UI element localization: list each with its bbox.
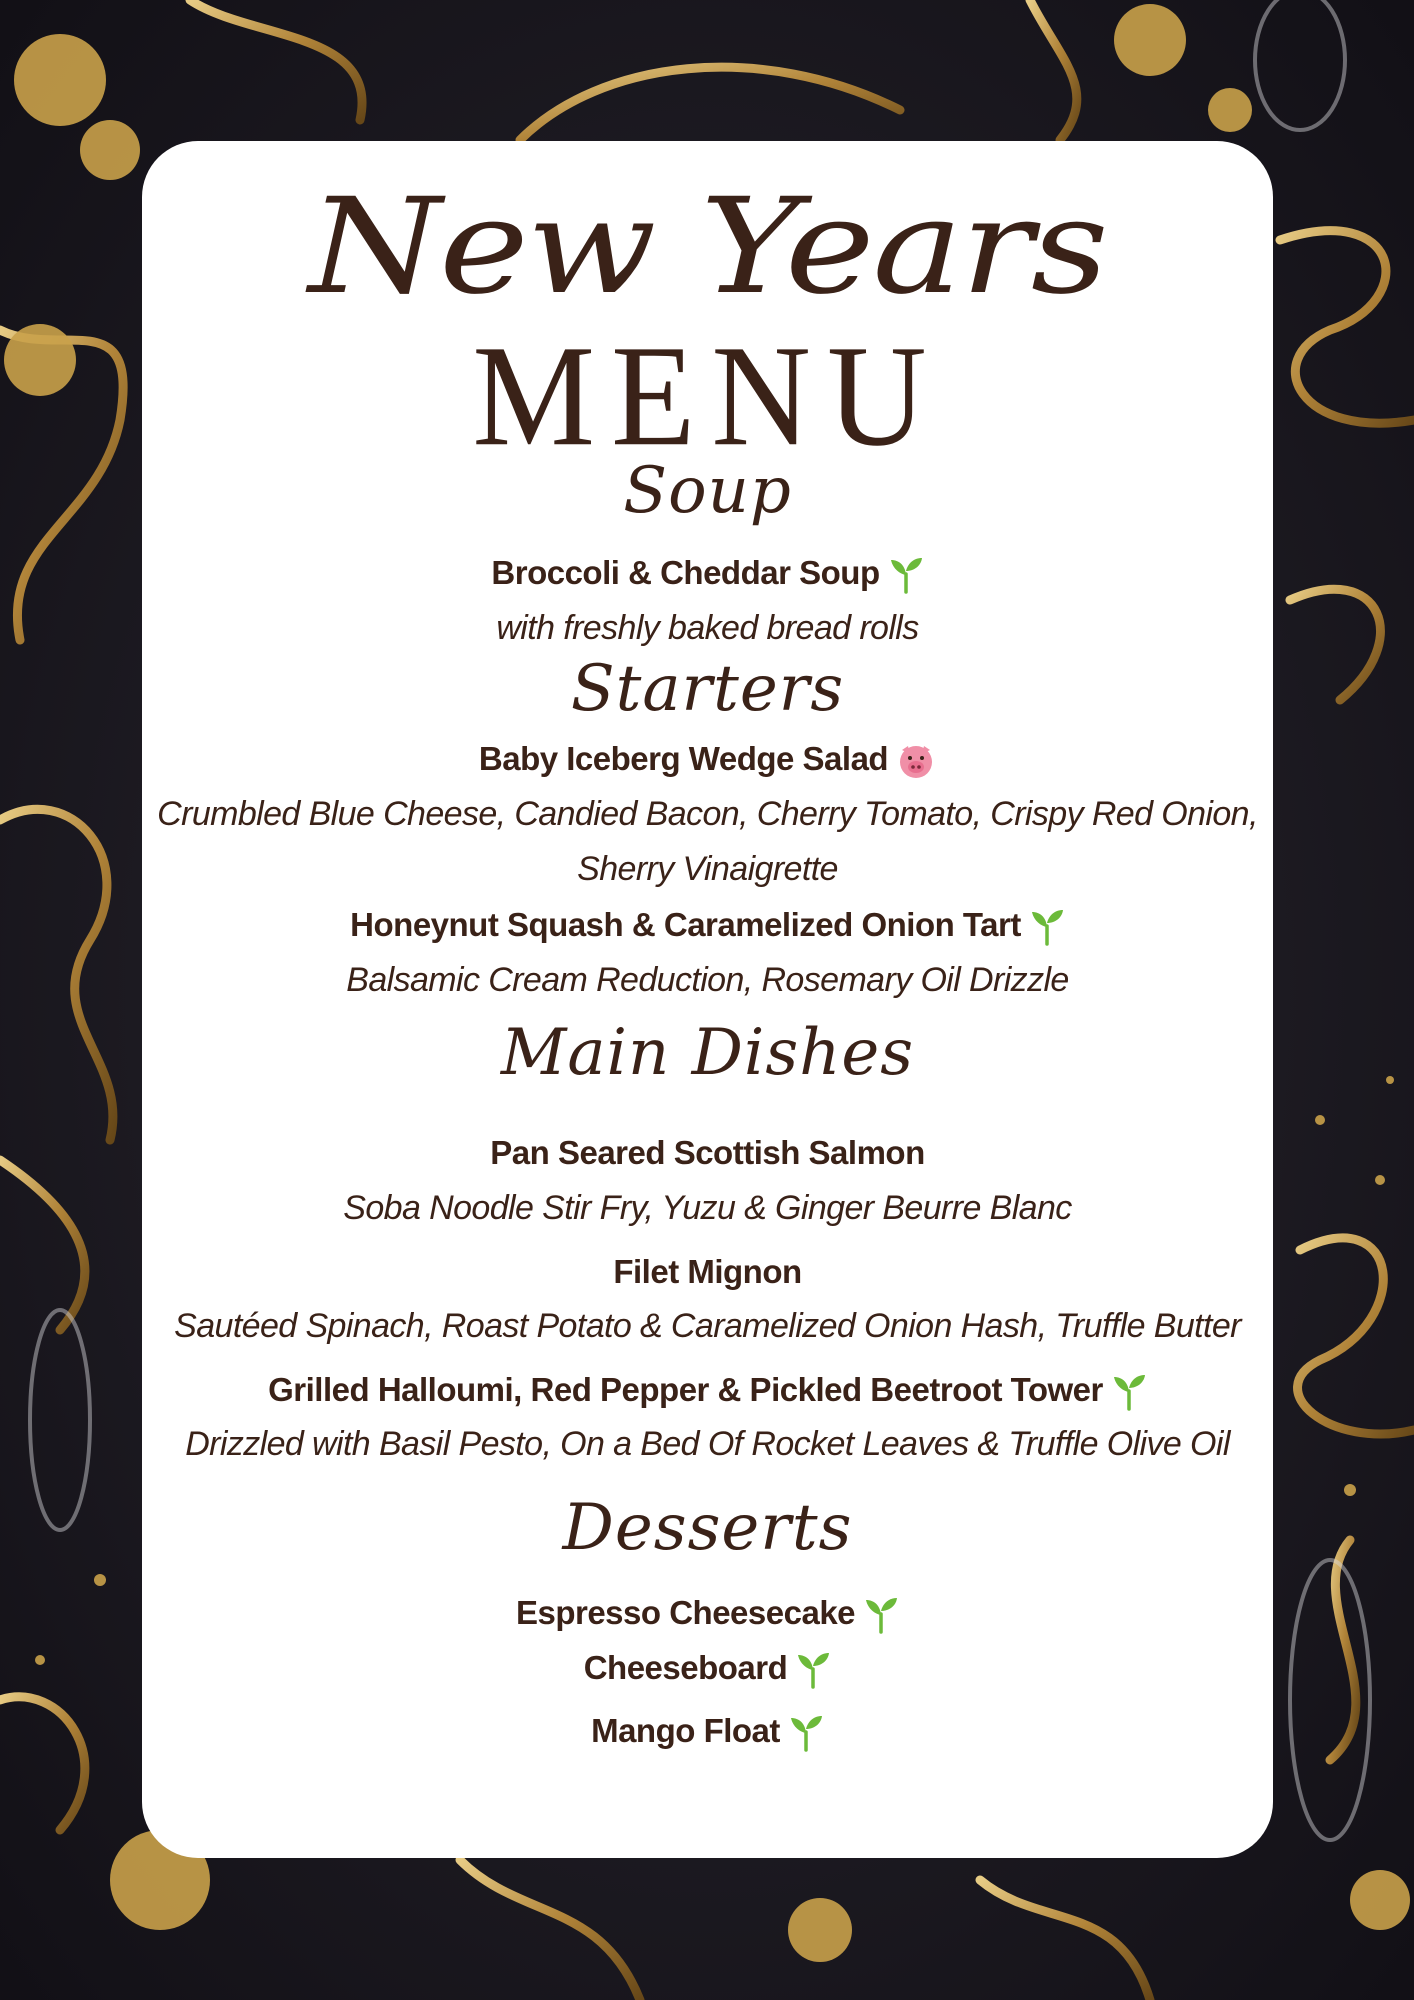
dish-description: Soba Noodle Stir Fry, Yuzu & Ginger Beurre Blanc [343,1189,1072,1227]
section-heading-mains: Main Dishes [500,1016,915,1090]
sprout-icon [888,556,924,594]
dish-name [142,1651,1273,1689]
dish-name [142,1596,1273,1634]
dish-name [142,1255,1273,1288]
dish-name-text: Honeynut Squash & Caramelized Onion Tart [350,906,1021,943]
dish-description: with freshly baked bread rolls [496,609,919,647]
dish-name [142,742,1273,780]
dish-name [142,1714,1273,1752]
dish-name-text: Cheeseboard [583,1649,788,1686]
menu-title-script: New Years [308,170,1107,324]
dish-name-text: Pan Seared Scottish Salmon [490,1134,925,1171]
dish-name-text: Grilled Halloumi, Red Pepper & Pickled Beetroot Tower [268,1371,1103,1408]
section-heading-starters: Starters [570,652,845,726]
dish-name-text: Mango Float [591,1712,780,1749]
dish-name-text: Broccoli & Cheddar Soup [491,554,880,591]
sprout-icon [1111,1373,1147,1411]
section-heading-soup: Soup [623,454,792,528]
dish-name [142,1136,1273,1169]
sprout-icon [863,1596,899,1634]
pig-icon [896,742,936,780]
dish-description: Balsamic Cream Reduction, Rosemary Oil Drizzle [346,961,1069,999]
dish-name [142,908,1273,946]
menu-card [142,141,1273,1858]
dish-description: Crumbled Blue Cheese, Candied Bacon, Cherry Tomato, Crispy Red Onion, [157,795,1258,833]
dish-name [142,556,1273,594]
section-heading-desserts: Desserts [562,1491,853,1565]
dish-description: Sautéed Spinach, Roast Potato & Caramelized Onion Hash, Truffle Butter [174,1307,1241,1345]
sprout-icon [1029,908,1065,946]
dish-description: Sherry Vinaigrette [577,850,838,888]
sprout-icon [795,1651,831,1689]
dish-name-text: Espresso Cheesecake [515,1594,856,1631]
menu-title: MENU [472,315,943,476]
dish-name [142,1373,1273,1411]
sprout-icon [788,1714,824,1752]
dish-name-text: Baby Iceberg Wedge Salad [478,740,889,777]
dish-name-text: Filet Mignon [613,1253,802,1290]
dish-description: Drizzled with Basil Pesto, On a Bed Of Rocket Leaves & Truffle Olive Oil [185,1425,1230,1463]
